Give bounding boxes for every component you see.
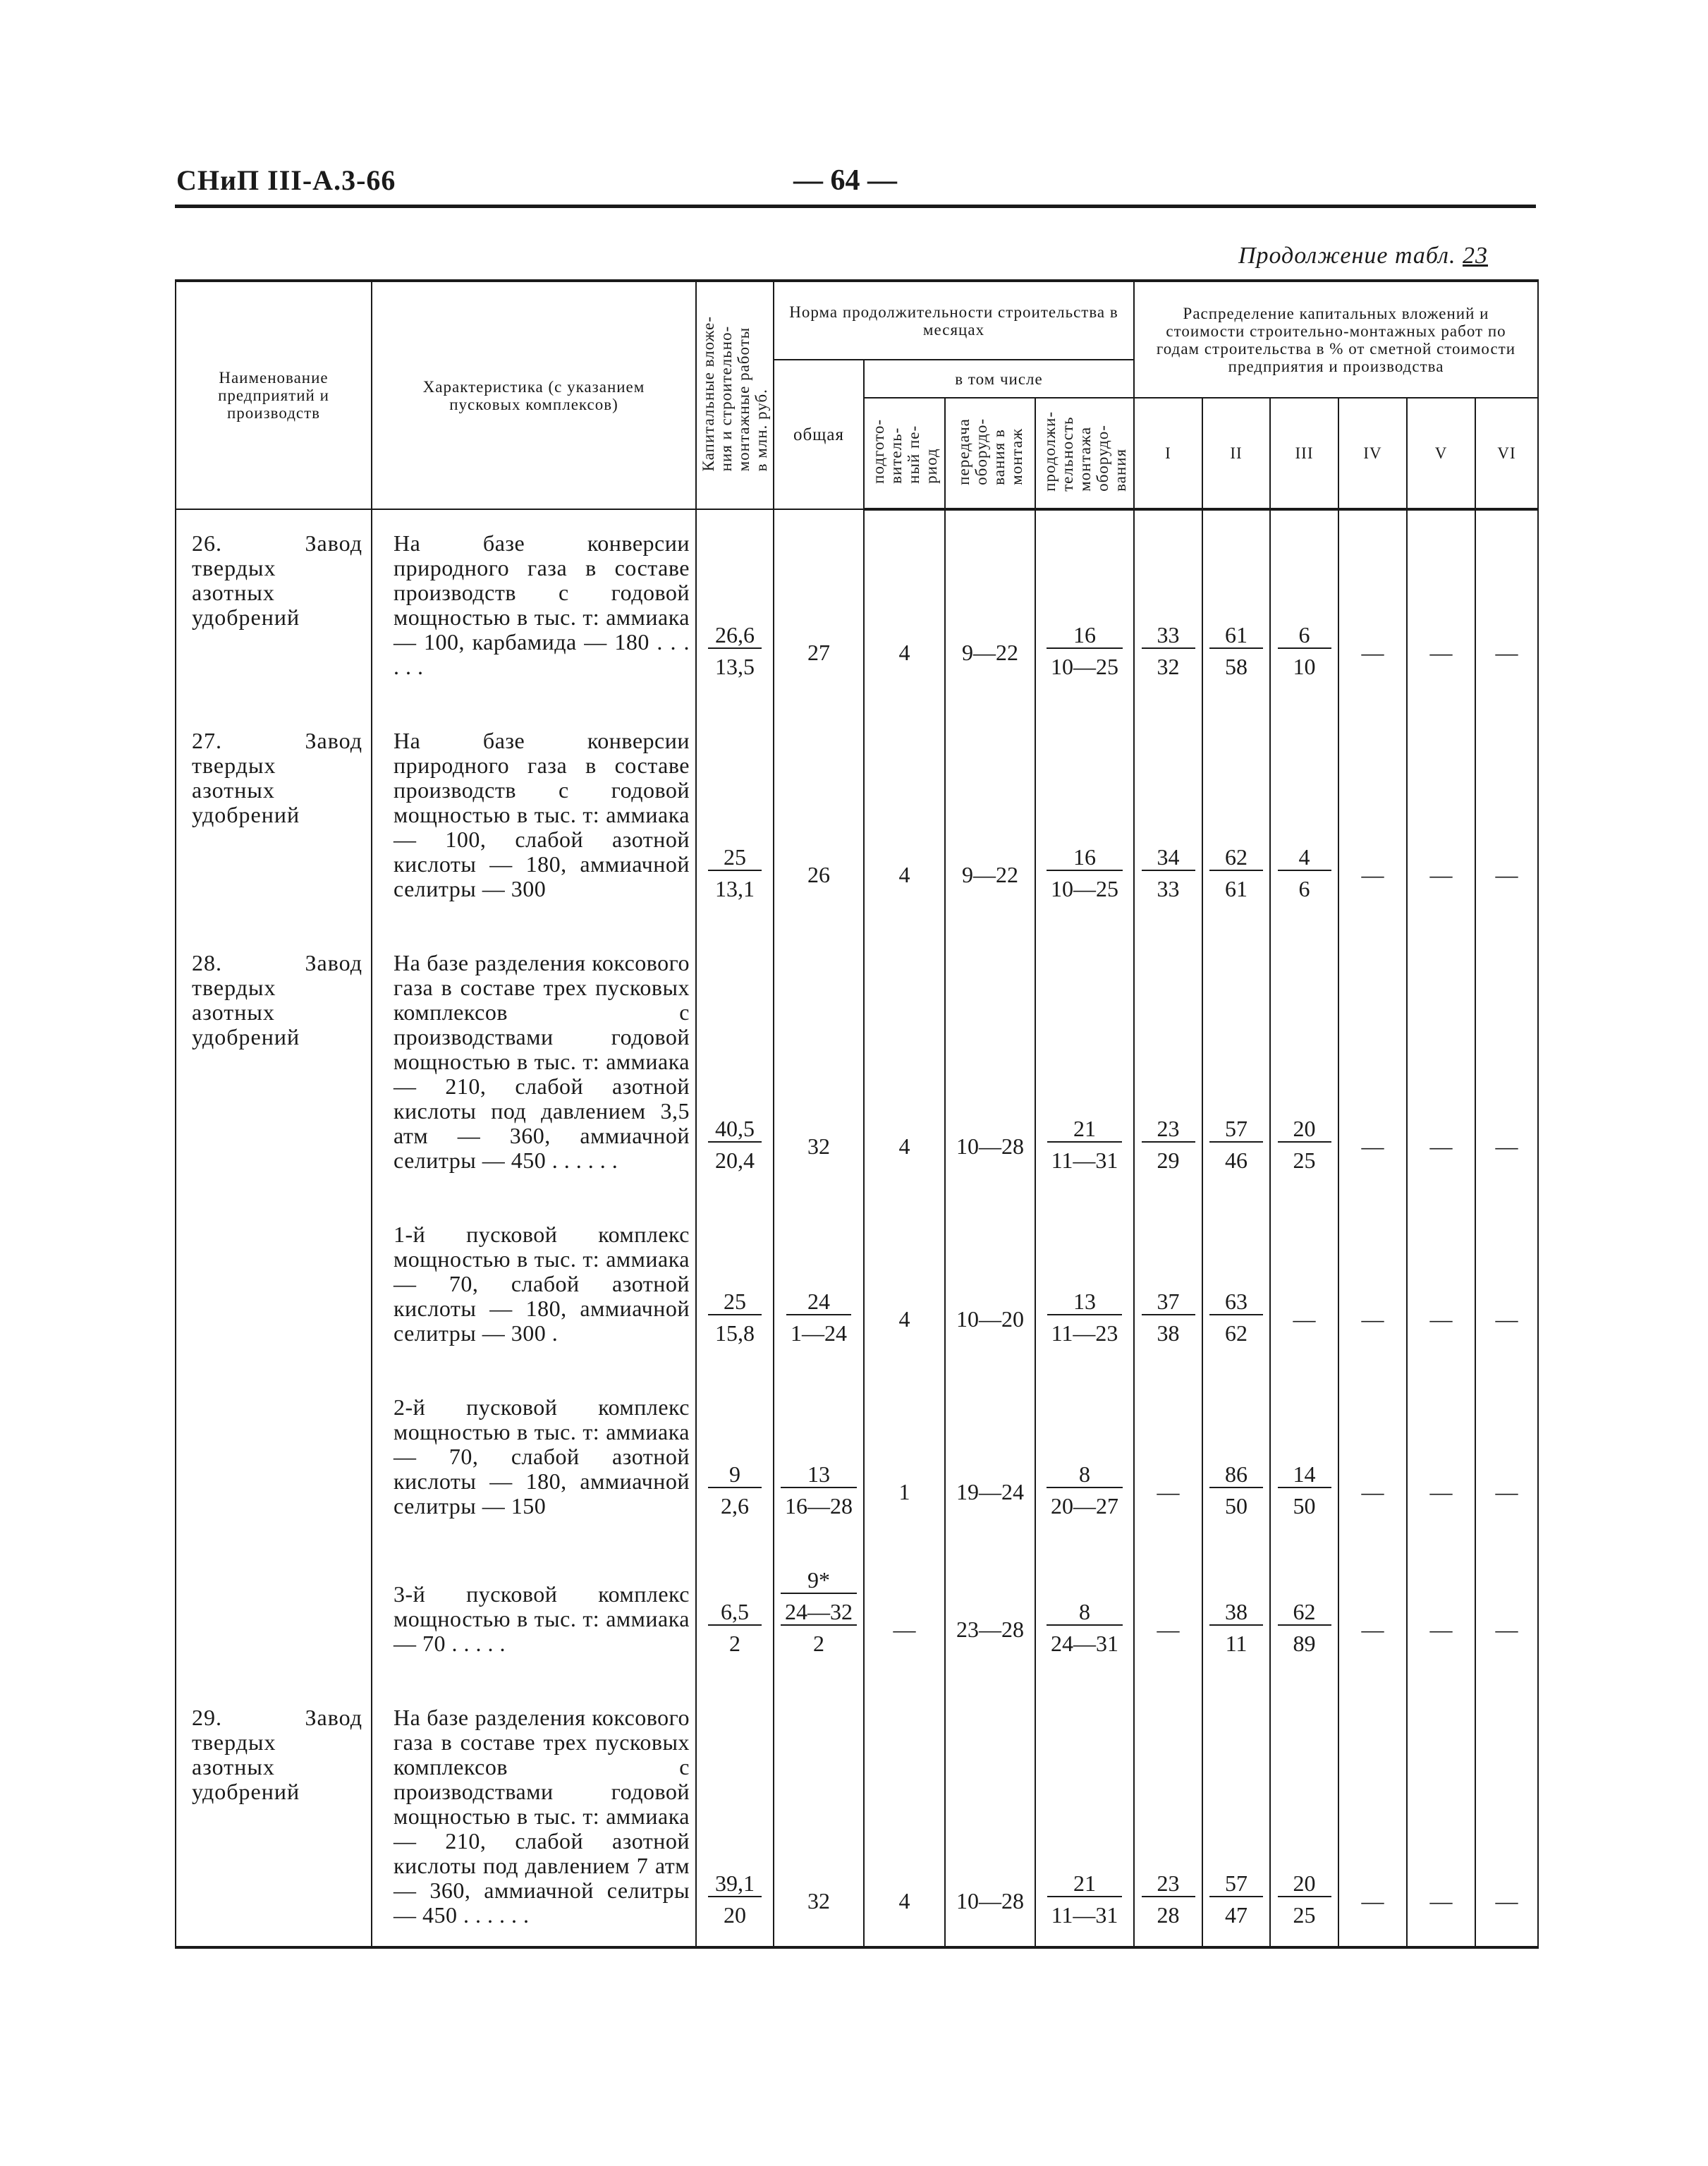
cell-value: —: [1495, 1617, 1518, 1642]
characteristic-cell: [372, 1364, 696, 1537]
col-header-total: общая: [774, 360, 864, 509]
year-5-cell: [1407, 1674, 1475, 1947]
col-header-distribution: Распределение капитальных вложений и стоимости строительно-монтажных работ по годам строительства в % от сметной стоимости предприятия и производства: [1134, 281, 1538, 398]
year-6-cell: [1475, 1191, 1538, 1364]
table-row: [176, 509, 1538, 698]
fraction-value: [1047, 623, 1123, 679]
characteristic-text: На базе конверсии природного газа в составе производств с годовой мощностью в тыс. т: аммиака — 100, слабой азотной кислоты — 180, аммиачной селитры — 300: [394, 728, 690, 901]
fraction-value: [1209, 1600, 1263, 1656]
fraction-bottom: 32: [1157, 654, 1180, 679]
fraction-top: 13: [781, 1462, 857, 1488]
fraction-value: [1142, 1117, 1195, 1173]
enterprise-name: 28. Завод твердых азотных удобрений: [192, 950, 362, 1049]
col-header-name: Наименование предприятий и производств: [176, 281, 372, 509]
year-1-cell: [1134, 1537, 1202, 1674]
capital-cell: [696, 698, 774, 920]
cell-value: 9—22: [962, 640, 1018, 665]
cell-value: —: [1495, 1888, 1518, 1913]
fraction-value: [1278, 845, 1331, 901]
year-2-cell: [1202, 1364, 1270, 1537]
col-header-transfer: передача оборудо- вания в монтаж: [945, 398, 1035, 509]
year-1-cell: [1134, 698, 1202, 920]
cell-value: 26: [807, 862, 830, 887]
prep-period-cell: [864, 698, 945, 920]
prep-period-cell: [864, 509, 945, 698]
fraction-bottom: 20,4: [715, 1148, 755, 1173]
fraction-value: [1047, 1462, 1123, 1519]
table-row: [176, 1191, 1538, 1364]
fraction-bottom: 46: [1225, 1148, 1248, 1173]
year-6-cell: [1475, 509, 1538, 698]
cell-value: 19—24: [956, 1479, 1024, 1504]
fraction-bottom: 15,8: [715, 1320, 755, 1346]
year-4-cell: [1338, 1364, 1407, 1537]
fraction-bottom: 2: [813, 1631, 824, 1656]
fraction-value: [708, 623, 762, 679]
fraction-top: 61: [1209, 623, 1263, 649]
fraction-bottom: 13,5: [715, 654, 755, 679]
year-6-cell: [1475, 1364, 1538, 1537]
enterprise-name: 27. Завод твердых азотных удобрений: [192, 728, 362, 827]
year-1-cell: [1134, 920, 1202, 1191]
col-header-year-3: III: [1270, 398, 1338, 509]
equipment-transfer-cell: [945, 1191, 1035, 1364]
cell-value: 4: [898, 1306, 910, 1332]
cell-value: —: [1361, 1479, 1384, 1504]
fraction-bottom: 50: [1293, 1493, 1316, 1519]
document-code: СНиП III-А.3-66: [176, 164, 396, 196]
cell-value: 32: [807, 1888, 830, 1913]
fraction-top: 16: [1047, 845, 1123, 871]
year-3-cell: [1270, 509, 1338, 698]
characteristic-text: 2-й пусковой комплекс мощностью в тыс. т: аммиака — 70, слабой азотной кислоты — 180, аммиачной селитры — 150: [394, 1394, 690, 1519]
fraction-value: [708, 1600, 762, 1656]
fraction-bottom: 1—24: [791, 1320, 847, 1346]
year-1-cell: [1134, 1364, 1202, 1537]
fraction-value: [708, 1871, 762, 1928]
year-2-cell: [1202, 1674, 1270, 1947]
cell-value: —: [1361, 1617, 1384, 1642]
characteristic-text: На базе разделения коксового газа в составе трех пусковых комплексов с производствами годовой мощностью в тыс. т: аммиака — 210, слабой азотной кислоты под давлением 7 атм — 360, аммиачной селитры — 450 . . . . . .: [394, 1705, 690, 1928]
fraction-bottom: 33: [1157, 876, 1180, 901]
fraction-top: 57: [1209, 1117, 1263, 1143]
capital-cell: [696, 1191, 774, 1364]
fraction-bottom: 61: [1225, 876, 1248, 901]
year-4-cell: [1338, 1537, 1407, 1674]
cell-value: 32: [807, 1133, 830, 1159]
fraction-top: 8: [1047, 1600, 1123, 1626]
cell-value: —: [1361, 1306, 1384, 1332]
cell-value: —: [1293, 1306, 1316, 1332]
year-4-cell: [1338, 698, 1407, 920]
fraction-bottom: 11—31: [1051, 1148, 1118, 1173]
total-duration-cell: [774, 1191, 864, 1364]
fraction-value: [1278, 1117, 1331, 1173]
fraction-bottom: 10—25: [1051, 876, 1118, 901]
year-2-cell: [1202, 698, 1270, 920]
characteristic-text: 3-й пусковой комплекс мощностью в тыс. т: аммиака — 70 . . . . .: [394, 1581, 690, 1656]
header-rule: [175, 205, 1536, 208]
year-2-cell: [1202, 509, 1270, 698]
fraction-top: 38: [1209, 1600, 1263, 1626]
cell-value: 10—28: [956, 1888, 1024, 1913]
col-header-install: продолжи- тельность монтажа оборудо- вания: [1035, 398, 1134, 509]
fraction-bottom: 13,1: [715, 876, 755, 901]
fraction-value: [1047, 1289, 1123, 1346]
fraction-value: [708, 1462, 762, 1519]
fraction-value: [781, 1462, 857, 1519]
cell-value: —: [1361, 862, 1384, 887]
equipment-transfer-cell: [945, 1537, 1035, 1674]
cell-value: —: [1361, 640, 1384, 665]
prep-period-cell: [864, 1364, 945, 1537]
year-5-cell: [1407, 509, 1475, 698]
year-2-cell: [1202, 920, 1270, 1191]
year-3-cell: [1270, 1674, 1338, 1947]
fraction-bottom: 16—28: [785, 1493, 853, 1519]
year-5-cell: [1407, 920, 1475, 1191]
fraction-value: [781, 1568, 857, 1656]
fraction-top: 24: [786, 1289, 851, 1315]
characteristic-text: 1-й пусковой комплекс мощностью в тыс. т: аммиака — 70, слабой азотной кислоты — 180, аммиачной селитры — 300 .: [394, 1222, 690, 1346]
year-5-cell: [1407, 1537, 1475, 1674]
capital-cell: [696, 1674, 774, 1947]
fraction-top: 62: [1278, 1600, 1331, 1626]
fraction-value: [1209, 1289, 1263, 1346]
year-6-cell: [1475, 1674, 1538, 1947]
cell-value: —: [1495, 1479, 1518, 1504]
year-1-cell: [1134, 1674, 1202, 1947]
fraction-top: 57: [1209, 1871, 1263, 1897]
fraction-bottom: 2,6: [721, 1493, 749, 1519]
fraction-top: 25: [708, 845, 762, 871]
fraction-bottom: 10: [1293, 654, 1316, 679]
cell-value: 4: [898, 640, 910, 665]
cell-value: —: [1157, 1617, 1180, 1642]
year-3-cell: [1270, 1537, 1338, 1674]
install-duration-cell: [1035, 920, 1134, 1191]
fraction-value: [1209, 623, 1263, 679]
enterprise-name: 29. Завод твердых азотных удобрений: [192, 1705, 362, 1804]
install-duration-cell: [1035, 1674, 1134, 1947]
cell-value: —: [1429, 1479, 1453, 1504]
year-4-cell: [1338, 509, 1407, 698]
cell-value: —: [1429, 1133, 1453, 1159]
characteristic-cell: [372, 698, 696, 920]
cell-value: —: [1429, 640, 1453, 665]
col-header-capital: Капитальные вложе- ния и строительно- монтажные работы в млн. руб.: [696, 281, 774, 509]
year-3-cell: [1270, 920, 1338, 1191]
characteristic-cell: [372, 1537, 696, 1674]
cell-value: —: [1361, 1133, 1384, 1159]
total-duration-cell: [774, 1537, 864, 1674]
cell-value: 10—28: [956, 1133, 1024, 1159]
fraction-value: [708, 1289, 762, 1346]
prep-period-cell: [864, 1674, 945, 1947]
fraction-top: 14: [1278, 1462, 1331, 1488]
year-6-cell: [1475, 1537, 1538, 1674]
prep-period-cell: [864, 1191, 945, 1364]
fraction-top: 20: [1278, 1871, 1331, 1897]
table-continuation-note: Продолжение табл. 23: [1238, 243, 1488, 269]
table-row: [176, 698, 1538, 920]
fraction-bottom: 62: [1225, 1320, 1248, 1346]
fraction-top: 8: [1047, 1462, 1123, 1488]
fraction-top: 6,5: [708, 1600, 762, 1626]
enterprise-name-cell: [176, 1674, 372, 1947]
col-header-prep: подгото- витель- ный пе- риод: [864, 398, 945, 509]
enterprise-name: 26. Завод твердых азотных удобрений: [192, 530, 362, 630]
fraction-top: 26,6: [708, 623, 762, 649]
fraction-value: [1209, 1871, 1263, 1928]
fraction-top: 86: [1209, 1462, 1263, 1488]
fraction-bottom: 50: [1225, 1493, 1248, 1519]
cell-value: 9—22: [962, 862, 1018, 887]
table-row: [176, 1537, 1538, 1674]
col-header-characteristic: Характеристика (с указанием пусковых комплексов): [372, 281, 696, 509]
cell-value: —: [1429, 1888, 1453, 1913]
cell-value: —: [1495, 1133, 1518, 1159]
cell-value: —: [893, 1617, 916, 1642]
fraction-value: [1278, 1462, 1331, 1519]
year-3-cell: [1270, 698, 1338, 920]
year-5-cell: [1407, 698, 1475, 920]
fraction-top: 21: [1047, 1117, 1123, 1143]
fraction-top: 34: [1142, 845, 1195, 871]
fraction-value: [1142, 1871, 1195, 1928]
table-row: [176, 1674, 1538, 1947]
year-1-cell: [1134, 1191, 1202, 1364]
table-row: [176, 1364, 1538, 1537]
fraction-bottom: 11—23: [1051, 1320, 1118, 1346]
fraction-top: 37: [1142, 1289, 1195, 1315]
fraction-bottom: 47: [1225, 1902, 1248, 1928]
fraction-value: [1209, 1117, 1263, 1173]
year-1-cell: [1134, 509, 1202, 698]
install-duration-cell: [1035, 1191, 1134, 1364]
fraction-bottom: 11—31: [1051, 1902, 1118, 1928]
enterprise-name-cell: [176, 1364, 372, 1537]
fraction-bottom: 25: [1293, 1148, 1316, 1173]
fraction-top: 9*: [781, 1568, 857, 1594]
characteristic-text: На базе конверсии природного газа в составе производств с годовой мощностью в тыс. т: аммиака — 100, карбамида — 180 . . . . . .: [394, 530, 690, 679]
install-duration-cell: [1035, 1364, 1134, 1537]
capital-cell: [696, 920, 774, 1191]
col-header-duration-group: Норма продолжительности строительства в месяцах: [774, 281, 1134, 360]
fraction-top: 23: [1142, 1871, 1195, 1897]
fraction-top: 6: [1278, 623, 1331, 649]
col-header-year-6: VI: [1475, 398, 1538, 509]
prep-period-cell: [864, 920, 945, 1191]
fraction-bottom: 10—25: [1051, 654, 1118, 679]
prep-period-cell: [864, 1537, 945, 1674]
fraction-value: [1047, 845, 1123, 901]
year-2-cell: [1202, 1191, 1270, 1364]
fraction-bottom: 2: [729, 1631, 740, 1656]
install-duration-cell: [1035, 698, 1134, 920]
fraction-value: [708, 845, 762, 901]
year-5-cell: [1407, 1191, 1475, 1364]
install-duration-cell: [1035, 1537, 1134, 1674]
cell-value: 10—20: [956, 1306, 1024, 1332]
total-duration-cell: [774, 1364, 864, 1537]
fraction-bottom: 58: [1225, 654, 1248, 679]
year-4-cell: [1338, 1191, 1407, 1364]
cell-value: —: [1361, 1888, 1384, 1913]
year-3-cell: [1270, 1191, 1338, 1364]
characteristic-cell: [372, 920, 696, 1191]
cell-value: —: [1495, 640, 1518, 665]
fraction-value: [708, 1117, 762, 1173]
fraction-bottom: 20—27: [1051, 1493, 1118, 1519]
enterprise-name-cell: [176, 509, 372, 698]
equipment-transfer-cell: [945, 698, 1035, 920]
table-row: [176, 920, 1538, 1191]
cell-value: 23—28: [956, 1617, 1024, 1642]
fraction-value: [1142, 623, 1195, 679]
fraction-bottom: 28: [1157, 1902, 1180, 1928]
fraction-bottom: 25: [1293, 1902, 1316, 1928]
fraction-value: [1278, 1600, 1331, 1656]
fraction-value: [1047, 1600, 1123, 1656]
fraction-value: [1047, 1871, 1123, 1928]
year-4-cell: [1338, 920, 1407, 1191]
construction-duration-table: [175, 279, 1539, 1949]
capital-cell: [696, 1537, 774, 1674]
year-3-cell: [1270, 1364, 1338, 1537]
fraction-value: [1142, 845, 1195, 901]
fraction-top: 16: [1047, 623, 1123, 649]
year-5-cell: [1407, 1364, 1475, 1537]
fraction-bottom: 29: [1157, 1148, 1180, 1173]
fraction-value: [1142, 1289, 1195, 1346]
total-duration-cell: [774, 698, 864, 920]
fraction-top: 13: [1047, 1289, 1123, 1315]
fraction-bottom: 38: [1157, 1320, 1180, 1346]
fraction-top: 20: [1278, 1117, 1331, 1143]
cell-value: 4: [898, 1888, 910, 1913]
fraction-value: [1278, 623, 1331, 679]
cell-value: —: [1429, 1306, 1453, 1332]
cell-value: —: [1495, 1306, 1518, 1332]
year-6-cell: [1475, 698, 1538, 920]
fraction-bottom: 89: [1293, 1631, 1316, 1656]
col-header-year-1: I: [1134, 398, 1202, 509]
cell-value: —: [1429, 1617, 1453, 1642]
fraction-value: [1278, 1871, 1331, 1928]
enterprise-name-cell: [176, 1191, 372, 1364]
fraction-top: 25: [708, 1289, 762, 1315]
capital-cell: [696, 509, 774, 698]
cell-value: 4: [898, 1133, 910, 1159]
equipment-transfer-cell: [945, 920, 1035, 1191]
equipment-transfer-cell: [945, 509, 1035, 698]
fraction-value: [786, 1289, 851, 1346]
equipment-transfer-cell: [945, 1364, 1035, 1537]
fraction-top: 23: [1142, 1117, 1195, 1143]
cell-value: —: [1495, 862, 1518, 887]
cell-value: 4: [898, 862, 910, 887]
fraction-middle: 24—32: [781, 1594, 857, 1626]
characteristic-cell: [372, 1191, 696, 1364]
year-2-cell: [1202, 1537, 1270, 1674]
total-duration-cell: [774, 1674, 864, 1947]
fraction-top: 4: [1278, 845, 1331, 871]
fraction-value: [1209, 1462, 1263, 1519]
cell-value: 1: [898, 1479, 910, 1504]
characteristic-cell: [372, 1674, 696, 1947]
fraction-top: 40,5: [708, 1117, 762, 1143]
fraction-top: 21: [1047, 1871, 1123, 1897]
enterprise-name-cell: [176, 1537, 372, 1674]
col-header-including: в том числе: [864, 360, 1134, 398]
fraction-bottom: 6: [1298, 876, 1310, 901]
cell-value: 27: [807, 640, 830, 665]
page-number: — 64 —: [793, 164, 897, 197]
fraction-top: 63: [1209, 1289, 1263, 1315]
total-duration-cell: [774, 920, 864, 1191]
fraction-bottom: 11: [1225, 1631, 1248, 1656]
fraction-top: 9: [708, 1462, 762, 1488]
cell-value: —: [1429, 862, 1453, 887]
fraction-top: 33: [1142, 623, 1195, 649]
fraction-value: [1209, 845, 1263, 901]
equipment-transfer-cell: [945, 1674, 1035, 1947]
fraction-value: [1047, 1117, 1123, 1173]
col-header-year-4: IV: [1338, 398, 1407, 509]
enterprise-name-cell: [176, 698, 372, 920]
capital-cell: [696, 1364, 774, 1537]
year-6-cell: [1475, 920, 1538, 1191]
fraction-top: 62: [1209, 845, 1263, 871]
enterprise-name-cell: [176, 920, 372, 1191]
fraction-bottom: 24—31: [1051, 1631, 1118, 1656]
cell-value: —: [1157, 1479, 1180, 1504]
characteristic-cell: [372, 509, 696, 698]
col-header-year-2: II: [1202, 398, 1270, 509]
year-4-cell: [1338, 1674, 1407, 1947]
col-header-year-5: V: [1407, 398, 1475, 509]
total-duration-cell: [774, 509, 864, 698]
fraction-top: 39,1: [708, 1871, 762, 1897]
install-duration-cell: [1035, 509, 1134, 698]
characteristic-text: На базе разделения коксового газа в составе трех пусковых комплексов с производствами годовой мощностью в тыс. т: аммиака — 210, слабой азотной кислоты под давлением 3,5 атм — 360, аммиачной селитры — 450 . . . . . .: [394, 950, 690, 1173]
fraction-bottom: 20: [724, 1902, 746, 1928]
